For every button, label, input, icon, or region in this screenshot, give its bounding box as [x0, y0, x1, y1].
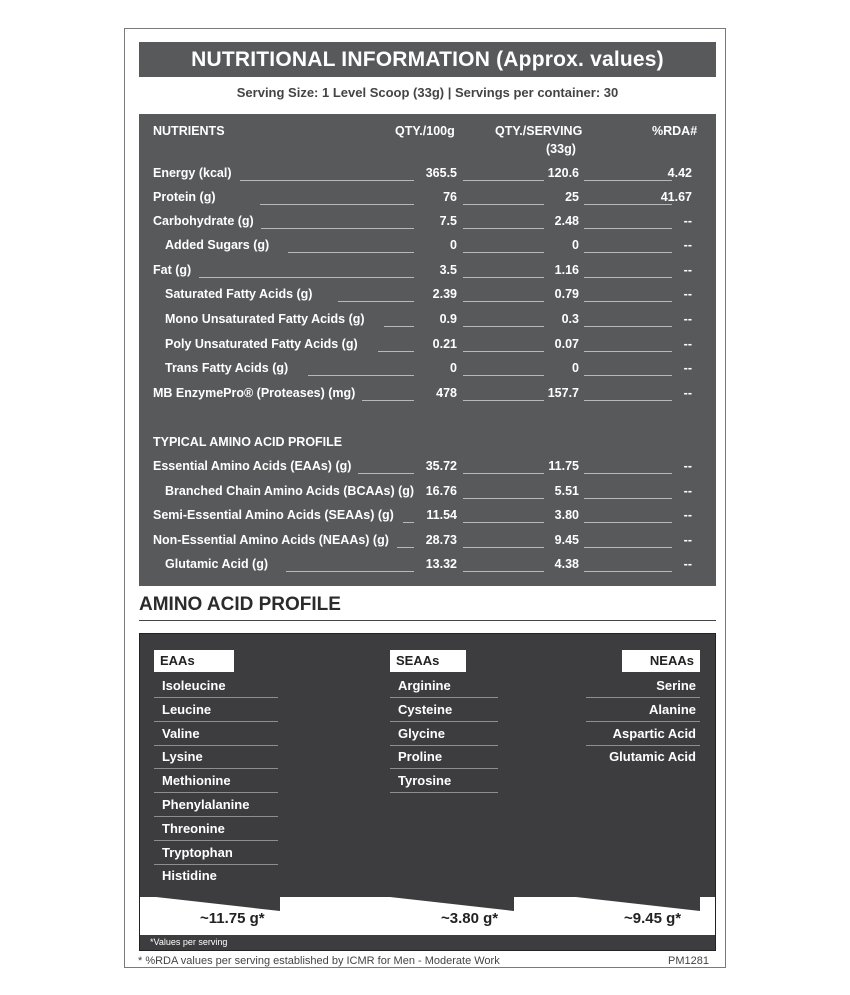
- leader-line: [584, 180, 672, 181]
- qty-100g-value: 2.39: [432, 287, 457, 301]
- leader-line: [463, 180, 544, 181]
- eaas-item: Phenylalanine: [162, 797, 250, 812]
- amino-profile-heading: TYPICAL AMINO ACID PROFILE: [153, 435, 343, 449]
- qty-serving-value: 5.51: [554, 484, 579, 498]
- header-qty-serving: QTY./SERVING: [495, 124, 583, 138]
- title-divider: [139, 620, 716, 621]
- eaas-item: Threonine: [162, 820, 225, 836]
- qty-serving-value: 4.38: [554, 557, 579, 571]
- qty-serving-value: 9.45: [554, 533, 579, 547]
- qty-100g-value: 0.21: [432, 337, 457, 351]
- rda-value: 4.42: [667, 166, 692, 180]
- neaas-tag: NEAAs: [622, 650, 700, 672]
- eaas-item: Lysine: [162, 749, 203, 765]
- leader-line: [261, 228, 414, 229]
- leader-line: [362, 400, 414, 401]
- leader-line: [584, 522, 672, 523]
- nutrient-name: Mono Unsaturated Fatty Acids (g): [165, 312, 365, 326]
- leader-line: [463, 351, 544, 352]
- nutrient-name: Branched Chain Amino Acids (BCAAs) (g): [165, 484, 415, 498]
- leader-line: [358, 473, 414, 474]
- nutrient-row: [139, 531, 716, 551]
- qty-100g-value: 28.73: [425, 533, 457, 547]
- nutrient-name: MB EnzymePro® (Proteases) (mg): [153, 386, 356, 400]
- leader-line: [288, 252, 414, 253]
- rda-value: 41.67: [660, 190, 692, 204]
- nutrient-name: Semi-Essential Amino Acids (SEAAs) (g): [153, 508, 394, 522]
- rda-value: --: [683, 287, 692, 301]
- rda-value: --: [683, 557, 692, 571]
- nutrient-row: [139, 384, 716, 404]
- nutrient-row: [139, 506, 716, 526]
- rda-value: --: [683, 337, 692, 351]
- leader-line: [584, 375, 672, 376]
- nutrient-name: Poly Unsaturated Fatty Acids (g): [165, 337, 358, 351]
- leader-line: [584, 473, 672, 474]
- qty-100g-value: 13.32: [425, 557, 457, 571]
- leader-line: [463, 252, 544, 253]
- qty-100g-value: 365.5: [425, 166, 457, 180]
- nutrient-row: [139, 555, 716, 575]
- eaas-item: Methionine: [162, 773, 231, 789]
- item-divider: [154, 697, 278, 698]
- qty-serving-value: 0.3: [561, 312, 579, 326]
- neaas-item: Alanine: [649, 701, 696, 717]
- leader-line: [463, 473, 544, 474]
- leader-line: [260, 204, 414, 205]
- leader-line: [584, 571, 672, 572]
- seaas-pointer-icon: [390, 897, 514, 911]
- nutrient-row: [139, 359, 716, 379]
- qty-100g-value: 7.5: [439, 214, 457, 228]
- item-divider: [586, 745, 700, 746]
- nutrient-row: [139, 261, 716, 281]
- nutrient-row: [139, 457, 716, 477]
- leader-line: [240, 180, 414, 181]
- item-divider: [390, 745, 498, 746]
- amino-acid-profile-title: AMINO ACID PROFILE: [139, 594, 341, 615]
- rda-footnote: * %RDA values per serving established by ICMR for Men - Moderate Work: [138, 955, 500, 967]
- leader-line: [384, 326, 414, 327]
- seaas-item: Tyrosine: [398, 773, 452, 789]
- seaas-item: Cysteine: [398, 701, 453, 717]
- seaas-item: Arginine: [398, 678, 451, 693]
- rda-value: --: [683, 214, 692, 228]
- eaas-item: Histidine: [162, 868, 217, 884]
- nutrient-name: Energy (kcal): [153, 166, 232, 180]
- nutrient-row: [139, 335, 716, 355]
- rda-value: --: [683, 263, 692, 277]
- leader-line: [584, 228, 672, 229]
- leader-line: [463, 522, 544, 523]
- leader-line: [403, 522, 414, 523]
- nutrient-name: Fat (g): [153, 263, 192, 277]
- eaas-item: Leucine: [162, 701, 212, 717]
- product-code: PM1281: [668, 955, 709, 967]
- qty-100g-value: 0: [450, 238, 457, 252]
- leader-line: [463, 400, 544, 401]
- qty-100g-value: 16.76: [425, 484, 457, 498]
- neaas-item: Glutamic Acid: [609, 749, 696, 765]
- leader-line: [584, 547, 672, 548]
- neaas-item: Serine: [656, 678, 696, 693]
- item-divider: [154, 768, 278, 769]
- leader-line: [338, 301, 414, 302]
- eaas-item: Valine: [162, 725, 200, 741]
- header-nutrients: NUTRIENTS: [153, 124, 225, 138]
- qty-100g-value: 11.54: [426, 508, 457, 522]
- nutrient-row: [139, 236, 716, 256]
- qty-serving-value: 0.07: [554, 337, 579, 351]
- header-qty-100g: QTY./100g: [395, 124, 455, 138]
- item-divider: [390, 768, 498, 769]
- leader-line: [463, 547, 544, 548]
- qty-serving-value: 1.16: [554, 263, 579, 277]
- qty-100g-value: 35.72: [425, 459, 457, 473]
- rda-value: --: [683, 312, 692, 326]
- rda-value: --: [683, 386, 692, 400]
- leader-line: [463, 326, 544, 327]
- per-serving-note: *Values per serving: [150, 937, 228, 947]
- qty-serving-value: 2.48: [554, 214, 579, 228]
- item-divider: [586, 697, 700, 698]
- item-divider: [154, 792, 278, 793]
- leader-line: [584, 498, 672, 499]
- seaas-total: ~3.80 g*: [441, 910, 499, 927]
- nutrition-table: [139, 114, 716, 586]
- leader-line: [463, 204, 544, 205]
- neaas-total: ~9.45 g*: [624, 910, 682, 927]
- eaas-tag: EAAs: [154, 650, 234, 672]
- rda-value: --: [683, 238, 692, 252]
- leader-line: [463, 277, 544, 278]
- eaas-pointer-icon: [156, 897, 280, 911]
- qty-100g-value: 0.9: [439, 312, 457, 326]
- rda-value: --: [683, 361, 692, 375]
- seaas-tag: SEAAs: [390, 650, 466, 672]
- leader-line: [584, 326, 672, 327]
- qty-serving-value: 25: [565, 190, 579, 204]
- nutrient-name: Non-Essential Amino Acids (NEAAs) (g): [153, 533, 389, 547]
- nutrient-name: Saturated Fatty Acids (g): [165, 287, 313, 301]
- nutrient-name: Carbohydrate (g): [153, 214, 254, 228]
- nutrient-name: Added Sugars (g): [165, 238, 270, 252]
- rda-value: --: [683, 508, 692, 522]
- item-divider: [390, 792, 498, 793]
- leader-line: [584, 400, 672, 401]
- leader-line: [463, 498, 544, 499]
- item-divider: [390, 697, 498, 698]
- item-divider: [154, 816, 278, 817]
- header-rda: %RDA#: [652, 124, 698, 138]
- leader-line: [308, 375, 414, 376]
- nutrition-title: NUTRITIONAL INFORMATION (Approx. values): [139, 42, 716, 77]
- rda-value: --: [683, 484, 692, 498]
- leader-line: [199, 277, 414, 278]
- leader-line: [584, 277, 672, 278]
- qty-100g-value: 0: [450, 361, 457, 375]
- rda-value: --: [683, 459, 692, 473]
- leader-line: [378, 351, 414, 352]
- item-divider: [154, 864, 278, 865]
- item-divider: [586, 721, 700, 722]
- nutrient-row: [139, 212, 716, 232]
- nutrient-name: Glutamic Acid (g): [165, 557, 269, 571]
- seaas-item: Proline: [398, 749, 443, 765]
- leader-line: [463, 571, 544, 572]
- qty-serving-value: 3.80: [554, 508, 579, 522]
- eaas-total: ~11.75 g*: [200, 910, 265, 927]
- qty-serving-value: 11.75: [548, 459, 579, 473]
- neaas-pointer-icon: [576, 897, 700, 911]
- qty-serving-value: 120.6: [547, 166, 579, 180]
- leader-line: [463, 301, 544, 302]
- nutrient-name: Protein (g): [153, 190, 216, 204]
- leader-line: [463, 228, 544, 229]
- item-divider: [154, 721, 278, 722]
- qty-serving-value: 157.7: [547, 386, 579, 400]
- item-divider: [154, 745, 278, 746]
- nutrient-name: Trans Fatty Acids (g): [165, 361, 289, 375]
- seaas-item: Glycine: [398, 725, 445, 741]
- eaas-item: Isoleucine: [162, 678, 226, 693]
- qty-100g-value: 76: [443, 190, 457, 204]
- leader-line: [463, 375, 544, 376]
- item-divider: [154, 840, 278, 841]
- leader-line: [584, 351, 672, 352]
- nutrient-row: [139, 285, 716, 305]
- nutrient-row: [139, 310, 716, 330]
- qty-serving-value: 0: [572, 238, 579, 252]
- leader-line: [397, 547, 414, 548]
- rda-value: --: [683, 533, 692, 547]
- nutrient-row: [139, 164, 716, 184]
- neaas-item: Aspartic Acid: [612, 725, 696, 741]
- qty-100g-value: 3.5: [439, 263, 457, 277]
- leader-line: [584, 252, 672, 253]
- item-divider: [390, 721, 498, 722]
- leader-line: [584, 204, 672, 205]
- leader-line: [286, 571, 414, 572]
- nutrient-row: [139, 188, 716, 208]
- leader-line: [584, 301, 672, 302]
- qty-100g-value: 478: [436, 386, 457, 400]
- serving-info: Serving Size: 1 Level Scoop (33g) | Servings per container: 30: [236, 85, 619, 100]
- nutrient-name: Essential Amino Acids (EAAs) (g): [153, 459, 352, 473]
- qty-serving-value: 0.79: [554, 287, 579, 301]
- nutrient-row: [139, 482, 716, 502]
- eaas-item: Tryptophan: [162, 844, 233, 860]
- header-qty-serving-sub: (33g): [546, 142, 576, 156]
- qty-serving-value: 0: [572, 361, 579, 375]
